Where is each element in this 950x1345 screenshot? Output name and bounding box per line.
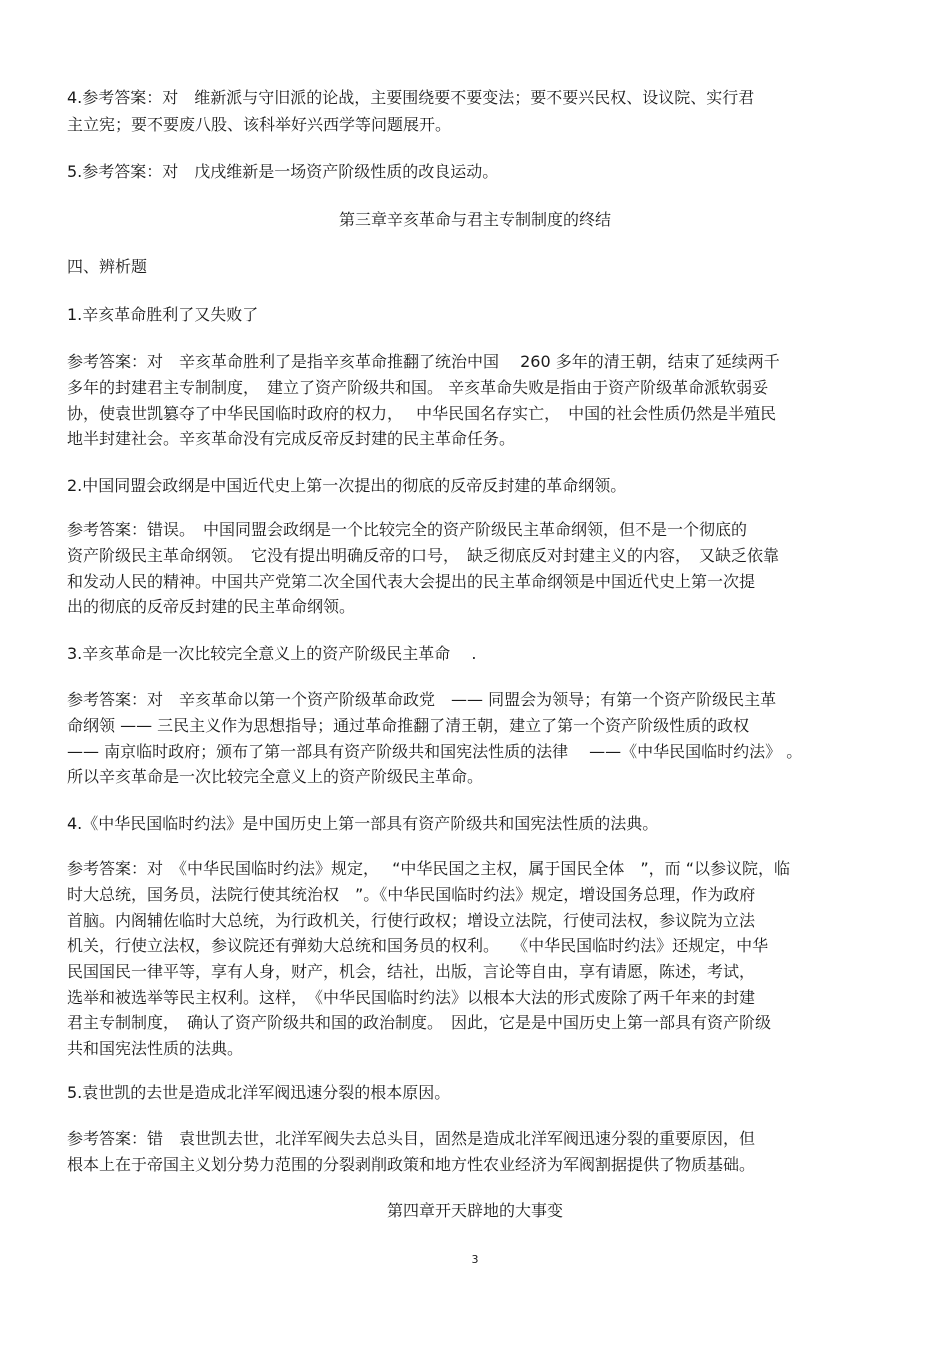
answer-5b-line-2: 根本上在于帝国主义划分势力范围的分裂剥削政策和地方性农业经济为军阀割据提供了物质基础。 [67, 1155, 756, 1174]
answer-3-line-1: 参考答案：对 辛亥革命以第一个资产阶级革命政党 —— 同盟会为领导；有第一个资产阶级民主革 [67, 690, 777, 709]
answer-4b-line-8: 共和国宪法性质的法典。 [67, 1039, 244, 1058]
answer-2-line-4: 出的彻底的反帝反封建的民主革命纲领。 [67, 597, 356, 616]
answer-5b-line-1: 参考答案：错 袁世凯去世，北洋军阀失去总头目，固然是造成北洋军阀迅速分裂的重要原因，但 [67, 1129, 756, 1148]
answer-1-line-3: 协，使袁世凯篡夺了中华民国临时政府的权力， 中华民国名存实亡， 中国的社会性质仍然是半殖民 [67, 404, 777, 423]
section-heading: 四、辨析题 [67, 257, 148, 276]
question-3: 3.辛亥革命是一次比较完全意义上的资产阶级民主革命 . [67, 644, 477, 663]
answer-5: 5.参考答案：对 戊戌维新是一场资产阶级性质的改良运动。 [67, 162, 499, 181]
answer-4b-line-1: 参考答案：对 《中华民国临时约法》规定， “中华民国之主权，属于国民全体 ”，而 “以参议院，临 [67, 859, 791, 878]
answer-3-line-3: —— 南京临时政府；颁布了第一部具有资产阶级共和国宪法性质的法律 ——《中华民国临时约法》 。 [67, 742, 803, 761]
answer-4b-line-6: 选举和被选举等民主权利。这样， 《中华民国临时约法》以根本大法的形式废除了两千年来的封建 [67, 988, 756, 1007]
answer-4b-line-4: 机关，行使立法权，参议院还有弹劾大总统和国务员的权利。 《中华民国临时约法》还规定，中华 [67, 936, 769, 955]
answer-2-line-1: 参考答案：错误。 中国同盟会政纲是一个比较完全的资产阶级民主革命纲领，但不是一个彻底的 [67, 520, 748, 539]
chapter-3-heading: 第三章辛亥革命与君主专制制度的终结 [338, 210, 611, 229]
answer-1-line-4: 地半封建社会。辛亥革命没有完成反帝反封建的民主革命任务。 [67, 429, 516, 448]
answer-2-line-2: 资产阶级民主革命纲领。 它没有提出明确反帝的口号， 缺乏彻底反对封建主义的内容， 又缺乏依靠 [67, 546, 780, 565]
question-2: 2.中国同盟会政纲是中国近代史上第一次提出的彻底的反帝反封建的革命纲领。 [67, 476, 627, 495]
answer-4-line-1: 4.参考答案：对 维新派与守旧派的论战，主要围绕要不要变法；要不要兴民权、设议院、实行君 [67, 88, 755, 107]
answer-4-line-2: 主立宪；要不要废八股、该科举好兴西学等问题展开。 [67, 115, 452, 134]
answer-2-line-3: 和发动人民的精神。中国共产党第二次全国代表大会提出的民主革命纲领是中国近代史上第一次提 [67, 572, 756, 591]
answer-1-line-2: 多年的封建君主专制制度， 建立了资产阶级共和国。 辛亥革命失败是指由于资产阶级革命派软弱妥 [67, 378, 769, 397]
answer-3-line-4: 所以辛亥革命是一次比较完全意义上的资产阶级民主革命。 [67, 767, 484, 786]
question-5: 5.袁世凯的去世是造成北洋军阀迅速分裂的根本原因。 [67, 1083, 451, 1102]
chapter-4-heading: 第四章开天辟地的大事变 [386, 1201, 563, 1220]
question-4: 4.《中华民国临时约法》是中国历史上第一部具有资产阶级共和国宪法性质的法典。 [67, 814, 659, 833]
answer-4b-line-3: 首脑。内阁辅佐临时大总统，为行政机关，行使行政权；增设立法院，行使司法权，参议院为立法 [67, 911, 756, 930]
question-1: 1.辛亥革命胜利了又失败了 [67, 305, 259, 324]
page-number: 3 [471, 1253, 479, 1266]
answer-1-line-1: 参考答案：对 辛亥革命胜利了是指辛亥革命推翻了统治中国 260 多年的清王朝，结束了延续两千 [67, 352, 780, 371]
answer-4b-line-2: 时大总统，国务员，法院行使其统治权 ”。《中华民国临时约法》规定，增设国务总理，作为政府 [67, 885, 756, 904]
answer-3-line-2: 命纲领 —— 三民主义作为思想指导；通过革命推翻了清王朝，建立了第一个资产阶级性质的政权 [67, 716, 750, 735]
answer-4b-line-7: 君主专制制度， 确认了资产阶级共和国的政治制度。 因此，它是是中国历史上第一部具有资产阶级 [67, 1013, 772, 1032]
answer-4b-line-5: 民国国民一律平等，享有人身，财产，机会，结社，出版，言论等自由，享有请愿，陈述，考试， [67, 962, 756, 981]
